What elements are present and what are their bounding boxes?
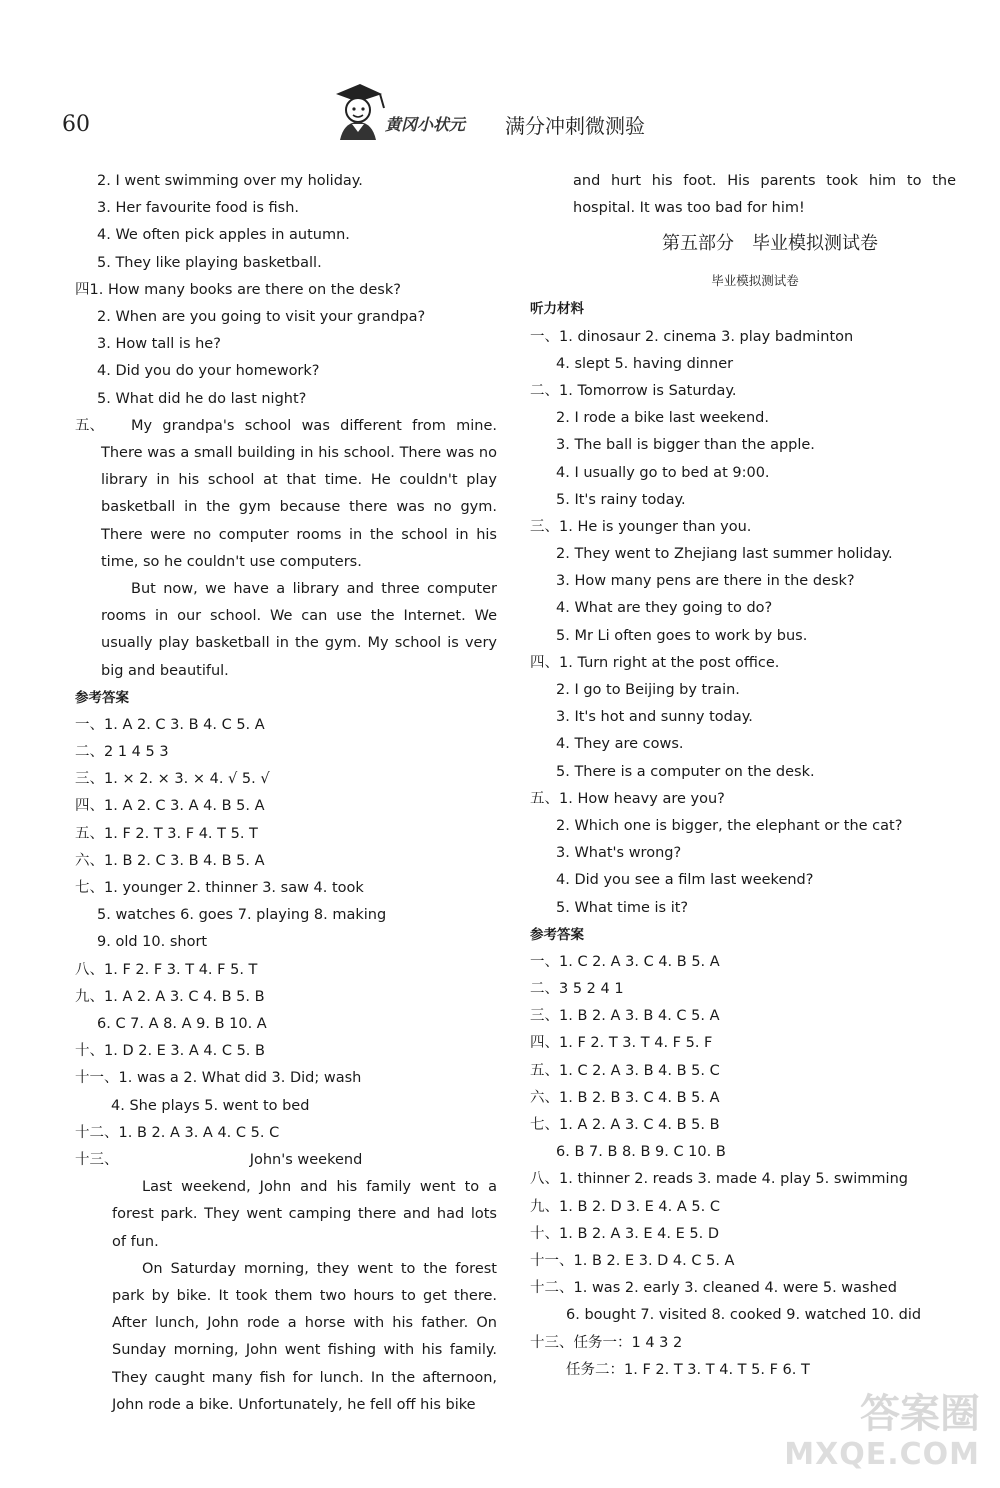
watermark-logo: 答案圈 [860, 1391, 980, 1437]
section-label: 四 [75, 281, 90, 298]
answer-line: 三、1. B 2. A 3. B 4. C 5. A [530, 1008, 720, 1025]
watermark-url: MXQE.COM [784, 1437, 980, 1472]
text-line: 2. When are you going to visit your grandpa? [97, 308, 426, 325]
page-number: 60 [62, 112, 90, 137]
section-label: 十三、 [75, 1151, 119, 1168]
listening-line: 一、1. dinosaur 2. cinema 3. play badminton [530, 328, 854, 345]
answer-line: 十三、任务一：1 4 3 2 [530, 1334, 683, 1351]
answer-line: 二、3 5 2 4 1 [530, 981, 624, 998]
listening-line: 5. It's rainy today. [556, 491, 686, 508]
answer-line: 八、1. F 2. F 3. T 4. F 5. T [75, 961, 258, 978]
answer-line: 十二、1. B 2. A 3. A 4. C 5. C [75, 1124, 280, 1141]
answer-line: 6. C 7. A 8. A 9. B 10. A [97, 1015, 267, 1032]
listening-line: 5. There is a computer on the desk. [556, 763, 815, 780]
listening-line: 4. I usually go to bed at 9:00. [556, 464, 770, 481]
header-title: 满分冲刺微测验 [505, 114, 645, 138]
answer-line: 6. bought 7. visited 8. cooked 9. watched 10. did [566, 1307, 922, 1324]
listening-line: 五、1. How heavy are you? [530, 790, 725, 807]
listening-line: 四、1. Turn right at the post office. [530, 654, 780, 671]
listening-line: 2. They went to Zhejiang last summer holiday. [556, 546, 893, 563]
listening-line: 2. I go to Beijing by train. [556, 682, 740, 699]
answer-line: 十、1. D 2. E 3. A 4. C 5. B [75, 1043, 265, 1060]
listening-line: 3. The ball is bigger than the apple. [556, 437, 815, 454]
answer-line: 任务二：1. F 2. T 3. T 4. T 5. F 6. T [566, 1361, 810, 1378]
text-line: 5. They like playing basketball. [97, 254, 322, 271]
text-line: 2. I went swimming over my holiday. [97, 173, 363, 189]
part-heading: 第五部分 毕业模拟测试卷 [662, 233, 878, 255]
answer-line: 9. old 10. short [97, 934, 208, 951]
passage-paragraph: But now, we have a library and three computer rooms in our school. We can use the Internet. We usually play basketball in the gym. My school is very big and beautiful. [101, 580, 497, 679]
story-paragraph: On Saturday morning, they went to the forest park by bike. It took them two hours to get there. After lunch, John rode a horse with his father. On Sunday morning, John went fishing with his family. They caught many fish for lunch. In the afternoon, John rode a bike. Unfortunately, he fell off his bike [112, 1260, 497, 1413]
answers-heading: 参考答案 [75, 689, 129, 706]
listening-line: 2. Which one is bigger, the elephant or the cat? [556, 817, 903, 834]
listening-heading: 听力材料 [530, 301, 584, 318]
listening-line: 4. Did you see a film last weekend? [556, 872, 814, 889]
answer-line: 5. watches 6. goes 7. playing 8. making [97, 907, 387, 924]
listening-line: 3. How many pens are there in the desk? [556, 573, 855, 590]
answer-line: 五、1. C 2. A 3. B 4. B 5. C [530, 1062, 720, 1079]
story-paragraph: Last weekend, John and his family went to a forest park. They went camping there and had lots of fun. [112, 1179, 497, 1250]
text-line: 5. What did he do last night? [97, 390, 307, 407]
listening-line: 3. What's wrong? [556, 845, 682, 862]
answer-line: 九、1. B 2. D 3. E 4. A 5. C [530, 1198, 720, 1215]
text-line: 1. How many books are there on the desk? [89, 281, 401, 298]
answer-line: 三、1. × 2. × 3. × 4. √ 5. √ [75, 771, 270, 788]
listening-line: 5. What time is it? [556, 899, 689, 916]
header-brand: 黄冈小状元 [385, 115, 466, 134]
text-line: 3. Her favourite food is fish. [97, 200, 300, 217]
listening-line: 4. They are cows. [556, 736, 684, 753]
answer-line: 二、2 1 4 5 3 [75, 744, 169, 761]
answer-line: 四、1. F 2. T 3. T 4. F 5. F [530, 1035, 713, 1052]
answer-line: 九、1. A 2. A 3. C 4. B 5. B [75, 988, 265, 1005]
story-title: John's weekend [249, 1151, 363, 1168]
passage-paragraph: My grandpa's school was different from mine. There was a small building in his school. There was no library in his school at that time. He couldn't play basketball in the gym because there was no gym. There were no computer rooms in the school in his time, so he couldn't use computers. [101, 417, 497, 570]
answer-line: 一、1. A 2. C 3. B 4. C 5. A [75, 716, 265, 733]
watermark [730, 1390, 980, 1480]
text-line: 4. Did you do your homework? [97, 363, 320, 380]
mascot-icon [322, 80, 390, 142]
text-line: 3. How tall is he? [97, 336, 221, 353]
answer-line: 4. She plays 5. went to bed [111, 1097, 310, 1114]
answer-line: 六、1. B 2. C 3. B 4. B 5. A [75, 852, 265, 869]
listening-line: 3. It's hot and sunny today. [556, 709, 753, 726]
listening-line: 二、1. Tomorrow is Saturday. [530, 382, 737, 399]
answer-line: 四、1. A 2. C 3. A 4. B 5. A [75, 798, 265, 815]
answer-line: 6. B 7. B 8. B 9. C 10. B [556, 1144, 726, 1161]
text-line: 4. We often pick apples in autumn. [97, 227, 350, 244]
answer-line: 五、1. F 2. T 3. F 4. T 5. T [75, 825, 258, 842]
listening-line: 2. I rode a bike last weekend. [556, 410, 769, 427]
listening-line: 三、1. He is younger than you. [530, 518, 752, 535]
answer-line: 十一、1. was a 2. What did 3. Did; wash [75, 1070, 362, 1087]
answer-line: 七、1. A 2. A 3. C 4. B 5. B [530, 1117, 720, 1134]
answer-line: 十二、1. was 2. early 3. cleaned 4. were 5. washed [530, 1280, 897, 1297]
answer-line: 一、1. C 2. A 3. C 4. B 5. A [530, 953, 720, 970]
listening-line: 4. slept 5. having dinner [556, 355, 734, 372]
answer-line: 六、1. B 2. B 3. C 4. B 5. A [530, 1089, 720, 1106]
listening-line: 4. What are they going to do? [556, 600, 773, 617]
answers-heading: 参考答案 [530, 926, 584, 943]
answer-line: 十一、1. B 2. E 3. D 4. C 5. A [530, 1252, 735, 1269]
story-paragraph: and hurt his foot. His parents took him to the hospital. It was too bad for him! [573, 173, 956, 217]
answer-line: 八、1. thinner 2. reads 3. made 4. play 5. swimming [530, 1171, 908, 1188]
answer-line: 十、1. B 2. A 3. E 4. E 5. D [530, 1225, 720, 1242]
listening-line: 5. Mr Li often goes to work by bus. [556, 627, 808, 644]
right-column [530, 168, 960, 1384]
exam-title: 毕业模拟测试卷 [711, 273, 799, 289]
left-column [75, 168, 497, 1419]
answer-line: 七、1. younger 2. thinner 3. saw 4. took [75, 880, 364, 897]
section-label: 五、 [75, 417, 104, 434]
